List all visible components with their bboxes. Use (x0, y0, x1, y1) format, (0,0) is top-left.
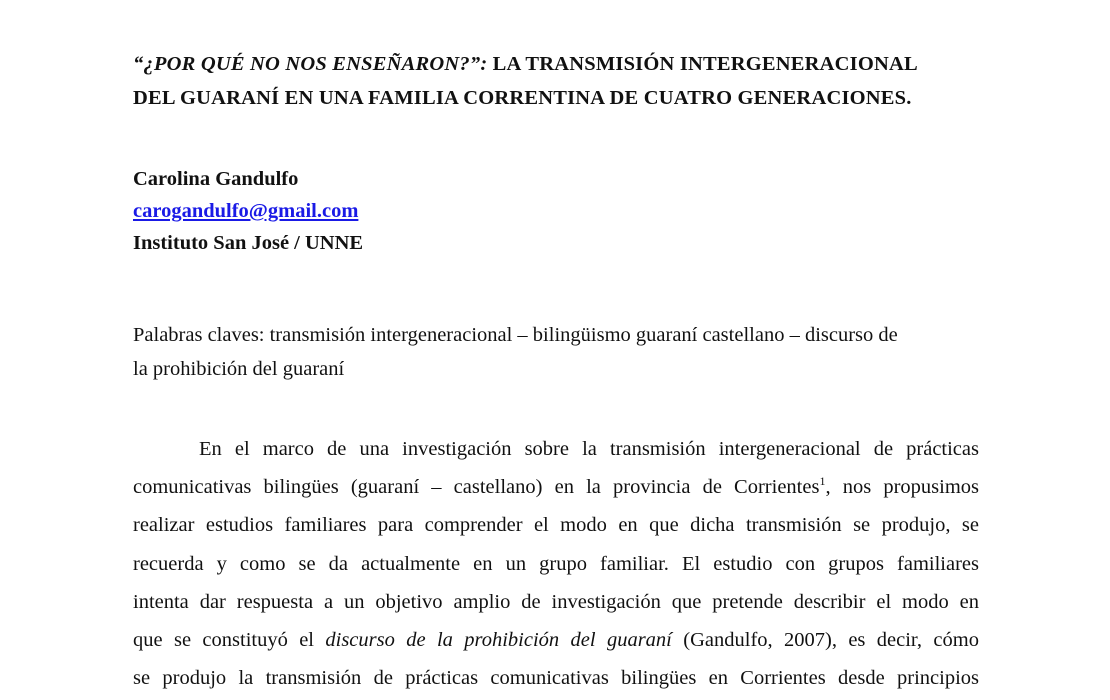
body-line-2-text: comunicativas bilingües (guaraní – castellano) en la provincia de Corrientes (133, 476, 820, 499)
title-line-1 (133, 47, 993, 81)
body-line-6-italic: discurso de la prohibición del guaraní (325, 628, 672, 651)
author-email-link[interactable]: carogandulfo@gmail.com (133, 200, 359, 222)
body-paragraph (133, 430, 979, 697)
paper-title (133, 47, 993, 115)
footnote-marker[interactable]: 1 (819, 474, 826, 489)
keywords-line-1: Palabras claves: transmisión intergeneracional – bilingüismo guaraní castellano – discurso de (133, 324, 898, 346)
body-line-2 (133, 468, 979, 506)
author-block (133, 163, 363, 259)
title-line-1-rest: LA TRANSMISIÓN INTERGENERACIONAL (487, 53, 918, 75)
body-line-4: recuerda y como se da actualmente en un grupo familiar. El estudio con grupos familiares (133, 552, 979, 575)
title-line-2: DEL GUARANÍ EN UNA FAMILIA CORRENTINA DE CUATRO GENERACIONES. (133, 87, 912, 109)
body-line-2-tail: , nos propusimos (825, 476, 980, 499)
body-line-6-tail: (Gandulfo, 2007), es decir, cómo (671, 628, 979, 651)
body-line-1: En el marco de una investigación sobre la transmisión intergeneracional de prácticas (199, 438, 979, 460)
body-line-6-text: que se constituyó el (133, 628, 326, 651)
body-line-7: se produjo la transmisión de prácticas comunicativas bilingües en Corrientes desde principios (133, 667, 979, 690)
keywords-paragraph (133, 318, 983, 386)
title-italic-quote: “¿POR QUÉ NO NOS ENSEÑARON?”: (133, 53, 488, 75)
body-line-6 (133, 621, 979, 659)
author-name: Carolina Gandulfo (133, 168, 299, 190)
author-institution: Instituto San José / UNNE (133, 232, 364, 254)
body-line-5: intenta dar respuesta a un objetivo amplio de investigación que pretende describir el modo en (133, 590, 979, 613)
keywords-line-2: la prohibición del guaraní (133, 358, 345, 380)
body-line-3: realizar estudios familiares para comprender el modo en que dicha transmisión se produjo, se (133, 514, 979, 537)
